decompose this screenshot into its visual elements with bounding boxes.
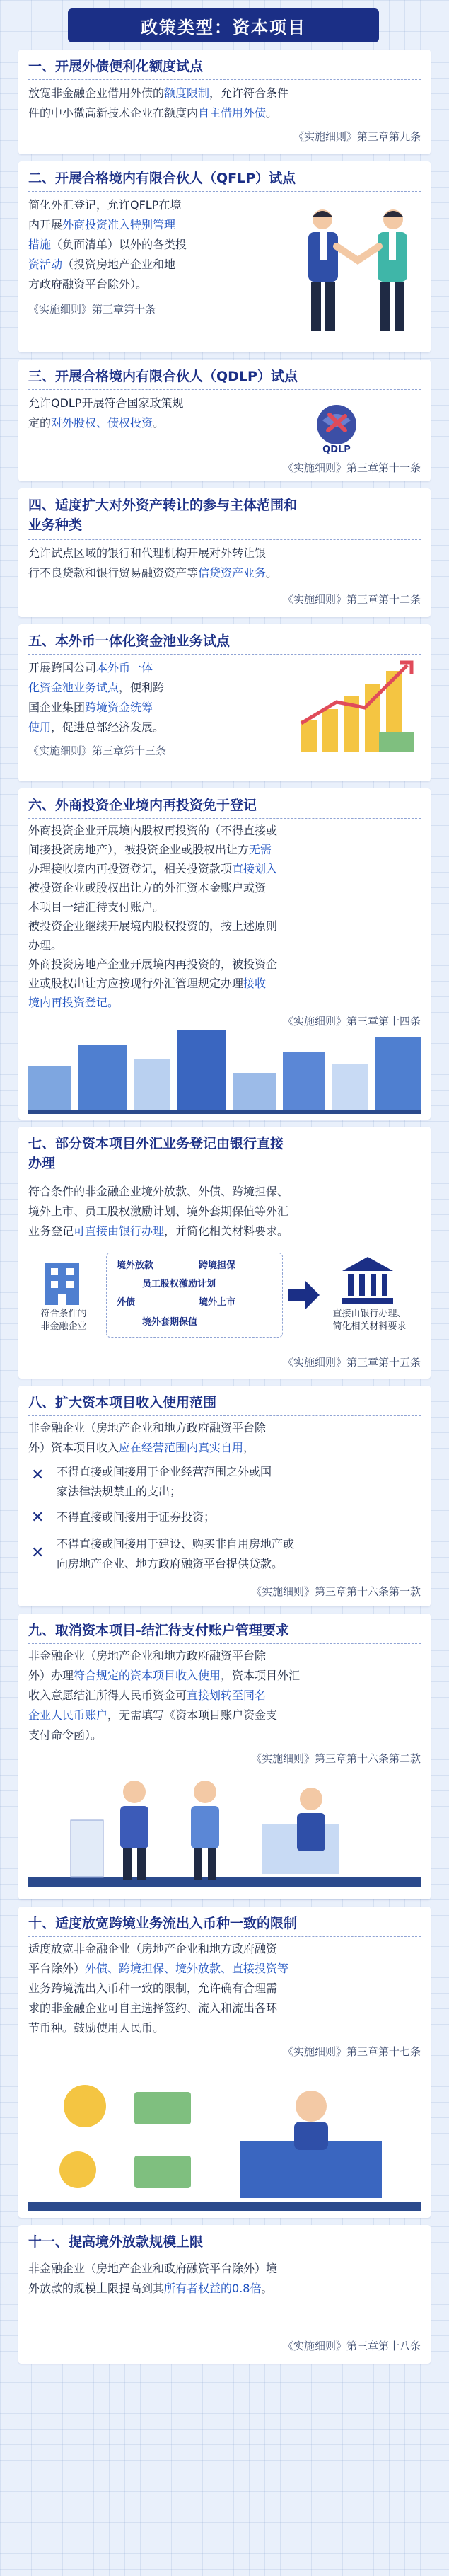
- divider: [28, 79, 421, 80]
- restriction-list: [28, 1462, 421, 1578]
- city-buildings-illustration: [28, 1030, 421, 1114]
- section-5-body: 开展跨国公司本外币一体 化资金池业务试点，便利跨 国企业集团跨境资金统筹 使用，促进总部经济发展。: [28, 661, 165, 734]
- section-3-body: 允许QDLP开展符合国家政策规 定的对外股权、债权投资。: [28, 396, 184, 430]
- section-8-heading: 八、扩大资本项目收入使用范围: [28, 1395, 217, 1410]
- divider: [28, 539, 421, 540]
- section-9-reference: 《实施细则》第三章第十六条第二款: [250, 1752, 421, 1765]
- section-6-heading: 六、外商投资企业境内再投资免于登记: [28, 798, 257, 813]
- section-5-heading: 五、本外币一体化资金池业务试点: [28, 633, 231, 649]
- bank-icon: [339, 1255, 396, 1305]
- section-7-reference: 《实施细则》第三章第十五条: [282, 1356, 421, 1369]
- section-10-card: [18, 1907, 431, 2218]
- section-10-reference: 《实施细则》第三章第十七条: [282, 2045, 421, 2058]
- qdlp-badge: [308, 399, 365, 456]
- business-tags-box: [106, 1253, 283, 1338]
- section-3-reference: 《实施细则》第三章第十一条: [282, 461, 421, 474]
- tag-overseas-listing: 境外上市: [199, 1297, 236, 1308]
- section-1-heading: 一、开展外债便利化额度试点: [28, 59, 204, 74]
- divider: [28, 1643, 421, 1644]
- section-11-heading: 十一、提高境外放款规模上限: [28, 2234, 204, 2250]
- section-3-card: [18, 360, 431, 481]
- section-7-card: [18, 1127, 431, 1379]
- section-10-heading: 十、适度放宽跨境业务流出入币种一致的限制: [28, 1916, 298, 1931]
- enterprise-caption: 符合条件的 非金融企业: [40, 1309, 87, 1332]
- divider: [28, 1936, 421, 1937]
- qdlp-badge-label: QDLP: [322, 444, 351, 455]
- x-mark-icon: ✕: [31, 1544, 45, 1562]
- divider: [28, 389, 421, 390]
- section-6-reference: 《实施细则》第三章第十四条: [282, 1015, 421, 1028]
- arrow-right-icon: [288, 1281, 320, 1309]
- bank-caption: 直接由银行办理、 简化相关材料要求: [332, 1309, 407, 1332]
- restriction-item: ✕ 不得直接或间接用于证券投资；: [31, 1509, 216, 1526]
- section-6-card: [18, 788, 431, 1120]
- section-2-card: [18, 161, 431, 352]
- registration-flow-diagram: [28, 1251, 421, 1343]
- section-5-card: [18, 624, 431, 781]
- section-3-heading: 三、开展合格境内有限合伙人（QDLP）试点: [28, 369, 298, 384]
- section-4-body: 允许试点区域的银行和代理机构开展对外转让银 行不良贷款和银行贸易融资资产等信贷资产业务。: [28, 546, 278, 580]
- section-9-card: [18, 1614, 431, 1899]
- section-1-reference: 《实施细则》第三章第九条: [293, 130, 421, 143]
- section-10-body: 适度放宽非金融企业（房地产企业和地方政府融资 平台除外）外债、跨境担保、境外放款、直接投资等 业务跨境流出入币种一致的限制，允许确有合理需 求的非金融企业可自主选择签约、流入和流出各环 节币种。鼓励使用人民币。: [28, 1942, 289, 2035]
- tag-foreign-debt: 外债: [117, 1297, 136, 1308]
- tag-overseas-hedging: 境外套期保值: [142, 1317, 198, 1328]
- currency-exchange-illustration: [28, 2064, 421, 2211]
- tag-cross-border-guarantee: 跨境担保: [199, 1260, 236, 1271]
- tag-equity-incentive: 员工股权激励计划: [142, 1279, 216, 1289]
- section-5-reference: 《实施细则》第三章第十三条: [28, 744, 167, 757]
- restriction-item: ✕ 不得直接或间接用于建设、购买非自用房地产或 向房地产企业、地方政府融资平台提供贷款。: [31, 1537, 295, 1570]
- divider: [28, 1415, 421, 1416]
- section-8-reference: 《实施细则》第三章第十六条第一款: [250, 1585, 421, 1598]
- page-title: 政策类型：资本项目: [68, 8, 379, 42]
- section-6-body: 外商投资企业开展境内股权再投资的（不得直接或 间接投资房地产），被投资企业或股权出让方无需 办理接收境内再投资登记，相关投资款项直接划入 被投资企业或股权出让方的外汇资本金账户或资 本项目一结汇待支付账户。 被投资企业继续开展境内股权投资的，按上述原则 办理。 外商投资房地产企业开展境内再投资的，被投资企 业或股权出让方应按现行外汇管理规定办理接收 境内再投资登记。: [28, 824, 278, 1009]
- section-2-reference: 《实施细则》第三章第十条: [28, 303, 156, 316]
- section-1-card: [18, 50, 431, 154]
- business-meeting-illustration: [28, 1771, 421, 1892]
- section-7-heading: 七、部分资本项目外汇业务登记由银行直接 办理: [28, 1136, 284, 1171]
- handshake-illustration: [294, 204, 421, 338]
- section-9-body: 非金融企业（房地产企业和地方政府融资平台除 外）办理符合规定的资本项目收入使用，资本项目外汇 收入意愿结汇所得人民币资金可直接划转至同名 企业人民币账户，无需填写《资本项目账户资金支 支付命令函）。: [28, 1649, 301, 1742]
- building-icon: [41, 1258, 83, 1305]
- section-8-body: 非金融企业（房地产企业和地方政府融资平台除 外）资本项目收入应在经营范围内真实自用，: [28, 1421, 267, 1454]
- policy-infographic: [18, 0, 431, 2576]
- section-9-heading: 九、取消资本项目-结汇待支付账户管理要求: [28, 1623, 289, 1638]
- divider: [28, 191, 421, 192]
- divider: [28, 818, 421, 819]
- section-4-reference: 《实施细则》第三章第十二条: [282, 593, 421, 606]
- section-4-heading: 四、适度扩大对外资产转让的参与主体范围和 业务种类: [28, 498, 298, 533]
- section-2-body: 简化外汇登记，允许QFLP在境 内开展外商投资准入特别管理 措施（负面清单）以外的各类投 资活动（投资房地产企业和地 方政府融资平台除外）。: [28, 198, 187, 291]
- section-11-reference: 《实施细则》第三章第十八条: [282, 2340, 421, 2352]
- section-8-card: [18, 1386, 431, 1606]
- restriction-item: ✕ 不得直接或间接用于企业经营范围之外或国 家法律法规禁止的支出；: [31, 1465, 272, 1498]
- section-11-body: 非金融企业（房地产企业和政府融资平台除外）境 外放款的规模上限提高到其所有者权益的0.8倍。: [28, 2262, 278, 2295]
- section-11-card: [18, 2225, 431, 2364]
- section-2-heading: 二、开展合格境内有限合伙人（QFLP）试点: [28, 171, 296, 186]
- x-mark-icon: ✕: [31, 1466, 45, 1484]
- section-4-card: [18, 488, 431, 617]
- section-7-body: 符合条件的非金融企业境外放款、外债、跨境担保、 境外上市、员工股权激励计划、境外套期保值等外汇 业务登记可直接由银行办理，并简化相关材料要求。: [28, 1185, 289, 1238]
- coins-growth-illustration: [294, 652, 421, 759]
- section-1-body: 放宽非金融企业借用外债的额度限制，允许符合条件 件的中小微高新技术企业在额度内自主借用外债。: [28, 86, 289, 120]
- tag-overseas-loan: 境外放款: [117, 1260, 154, 1271]
- x-mark-icon: ✕: [31, 1509, 45, 1526]
